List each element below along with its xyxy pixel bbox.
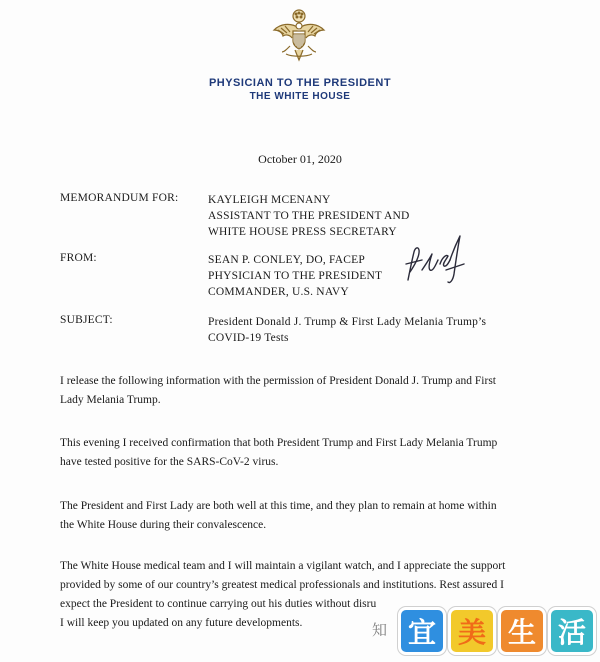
paragraph-line: expect the President to continue carrying out his duties without disru — [60, 598, 377, 610]
memo-subject-label: SUBJECT: — [60, 314, 113, 326]
memo-for-line: ASSISTANT TO THE PRESIDENT AND — [208, 210, 410, 222]
watermark-char: 生 — [507, 616, 536, 649]
handwritten-signature-icon — [400, 230, 470, 288]
memo-for-recipient — [208, 192, 409, 240]
paragraph-line: provided by some of our country’s greatest medical professionals and institutions. Rest assured I — [60, 579, 504, 591]
memo-from-line: COMMANDER, U.S. NAVY — [208, 286, 349, 298]
letterhead-white-house: THE WHITE HOUSE — [249, 91, 351, 102]
paragraph-line: The President and First Lady are both well at this time, and they plan to remain at home within — [60, 500, 497, 512]
watermark-tile — [498, 607, 546, 655]
paragraph-permission — [60, 372, 560, 410]
watermark-tile — [448, 607, 496, 655]
memo-subject — [208, 314, 486, 346]
memo-from-line: SEAN P. CONLEY, DO, FACEP — [208, 254, 365, 266]
watermark-char: 美 — [457, 616, 486, 649]
paragraph-line: I release the following information with the permission of President Donald J. Trump and First — [60, 375, 496, 387]
watermark-tile — [548, 607, 596, 655]
watermark-char: 活 — [557, 616, 586, 649]
memo-subject-line: President Donald J. Trump & First Lady Melania Trump’s — [208, 316, 487, 328]
memo-for-line: WHITE HOUSE PRESS SECRETARY — [208, 226, 397, 238]
memo-from-sender — [208, 252, 382, 300]
watermark-overlay — [372, 603, 600, 662]
paragraph-line: This evening I received confirmation that both President Trump and First Lady Melania Trump — [60, 437, 498, 449]
paragraph-line: Lady Melania Trump. — [60, 394, 161, 406]
great-seal-eagle-icon — [268, 6, 330, 68]
watermark-prefix: 知 — [372, 621, 388, 639]
paragraph-status — [60, 497, 560, 535]
watermark-tile — [398, 607, 446, 655]
paragraph-confirmation — [60, 434, 560, 472]
memo-for-label: MEMORANDUM FOR: — [60, 192, 179, 204]
paragraph-line: the White House during their convalescence. — [60, 519, 267, 531]
memo-for-line: KAYLEIGH MCENANY — [208, 194, 331, 206]
watermark-char: 宜 — [407, 616, 436, 649]
paragraph-line: The White House medical team and I will maintain a vigilant watch, and I appreciate the support — [60, 560, 506, 572]
memo-from-line: PHYSICIAN TO THE PRESIDENT — [208, 270, 383, 282]
paragraph-line: have tested positive for the SARS-CoV-2 virus. — [60, 456, 279, 468]
memo-from-label: FROM: — [60, 252, 97, 264]
memo-subject-line: COVID-19 Tests — [208, 332, 289, 344]
paragraph-line: I will keep you updated on any future developments. — [60, 617, 303, 629]
letterhead-office: PHYSICIAN TO THE PRESIDENT — [208, 77, 392, 89]
memo-date: October 01, 2020 — [258, 152, 342, 166]
